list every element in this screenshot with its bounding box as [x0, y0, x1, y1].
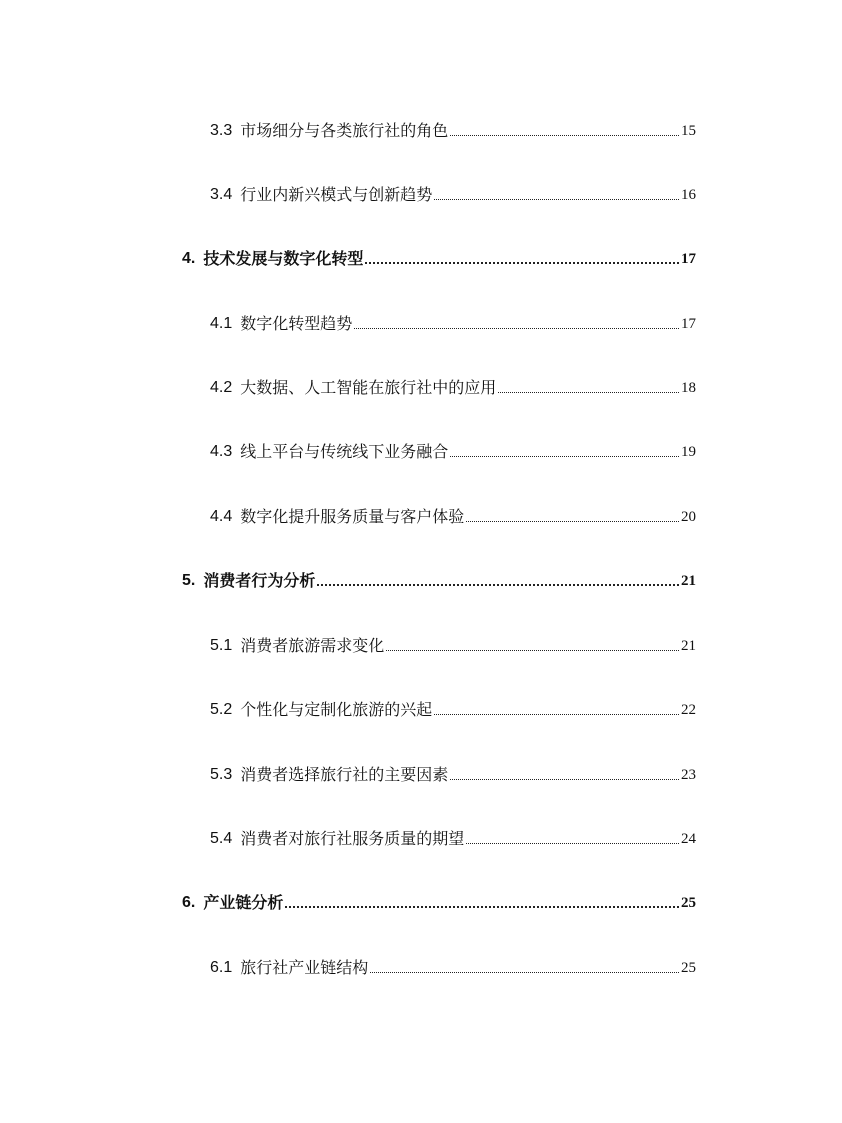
toc-entry-title: 线上平台与传统线下业务融合 — [240, 442, 449, 461]
toc-entry-number: 6. — [182, 894, 196, 911]
toc-page-number: 21 — [681, 638, 696, 654]
toc-page-number: 18 — [681, 380, 696, 396]
toc-page-number: 17 — [681, 251, 696, 267]
toc-entry-6-1[interactable] — [210, 954, 696, 978]
toc-entry-title: 旅行社产业链结构 — [240, 958, 369, 977]
toc-entry-number: 5.1 — [210, 637, 233, 654]
toc-entry-title: 数字化转型趋势 — [240, 314, 353, 333]
toc-entry-5-4[interactable] — [210, 825, 696, 849]
toc-entry-title: 消费者选择旅行社的主要因素 — [240, 765, 449, 784]
toc-entry-title: 消费者对旅行社服务质量的期望 — [240, 829, 465, 848]
toc-entry-title: 消费者旅游需求变化 — [240, 636, 385, 655]
toc-entry-title: 行业内新兴模式与创新趋势 — [240, 185, 433, 204]
toc-page-number: 16 — [681, 187, 696, 203]
toc-entry-number: 4. — [182, 250, 196, 267]
toc-entry-number: 4.1 — [210, 315, 233, 332]
toc-entry-title: 数字化提升服务质量与客户体验 — [240, 507, 465, 526]
toc-leader-dots — [498, 392, 679, 393]
toc-leader-dots — [285, 906, 679, 908]
toc-leader-dots — [434, 714, 679, 715]
toc-entry-4-2[interactable] — [210, 374, 696, 398]
toc-entry-4-1[interactable] — [210, 310, 696, 334]
toc-leader-dots — [354, 328, 679, 329]
toc-entry-number: 5.2 — [210, 701, 233, 718]
toc-leader-dots — [450, 135, 679, 136]
toc-entry-4-4[interactable] — [210, 503, 696, 527]
toc-entry-5-2[interactable] — [210, 696, 696, 720]
toc-page-number: 15 — [681, 123, 696, 139]
toc-entry-3-4[interactable] — [210, 181, 696, 205]
toc-page-number: 25 — [681, 960, 696, 976]
toc-entry-number: 3.3 — [210, 122, 233, 139]
toc-page-number: 17 — [681, 316, 696, 332]
toc-entry-title: 个性化与定制化旅游的兴起 — [240, 700, 433, 719]
toc-leader-dots — [466, 521, 679, 522]
toc-entry-5[interactable] — [182, 567, 696, 591]
toc-entry-4-3[interactable] — [210, 438, 696, 462]
toc-entry-4[interactable] — [182, 245, 696, 269]
toc-entry-number: 4.2 — [210, 379, 233, 396]
toc-entry-title: 消费者行为分析 — [203, 571, 316, 590]
toc-page-number: 25 — [681, 895, 696, 911]
toc-leader-dots — [450, 779, 679, 780]
toc-entry-5-3[interactable] — [210, 761, 696, 785]
toc-entry-number: 5. — [182, 572, 196, 589]
toc-entry-number: 3.4 — [210, 186, 233, 203]
toc-leader-dots — [365, 262, 679, 264]
toc-leader-dots — [317, 584, 679, 586]
toc-entry-number: 4.3 — [210, 443, 233, 460]
toc-page-number: 21 — [681, 573, 696, 589]
toc-entry-number: 5.4 — [210, 830, 233, 847]
toc-leader-dots — [466, 843, 679, 844]
toc-page-number: 22 — [681, 702, 696, 718]
toc-entry-title: 技术发展与数字化转型 — [203, 249, 364, 268]
toc-page-number: 19 — [681, 444, 696, 460]
toc-entry-title: 大数据、人工智能在旅行社中的应用 — [240, 378, 497, 397]
toc-page-number: 24 — [681, 831, 696, 847]
toc-entry-5-1[interactable] — [210, 632, 696, 656]
toc-page-number: 20 — [681, 509, 696, 525]
toc-entry-6[interactable] — [182, 889, 696, 913]
toc-leader-dots — [370, 972, 679, 973]
toc-leader-dots — [386, 650, 679, 651]
toc-entry-3-3[interactable] — [210, 117, 696, 141]
toc-entry-title: 市场细分与各类旅行社的角色 — [240, 121, 449, 140]
toc-entry-number: 4.4 — [210, 508, 233, 525]
toc-entry-number: 5.3 — [210, 766, 233, 783]
toc-leader-dots — [450, 456, 679, 457]
toc-entry-title: 产业链分析 — [203, 893, 284, 912]
toc-page-number: 23 — [681, 767, 696, 783]
toc-leader-dots — [434, 199, 679, 200]
toc-entry-number: 6.1 — [210, 959, 233, 976]
